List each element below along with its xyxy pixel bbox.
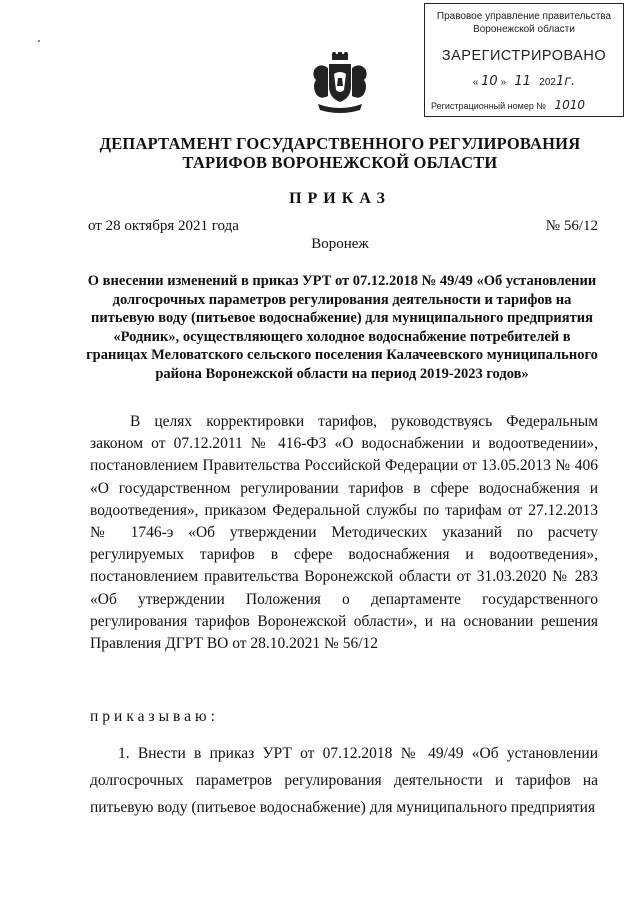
stamp-status: ЗАРЕГИСТРИРОВАНО: [441, 48, 607, 64]
document-type: ПРИКАЗ: [289, 190, 391, 207]
order-number: № 56/12: [545, 218, 598, 234]
registration-stamp: [424, 3, 624, 117]
stamp-reg-value: 1010: [554, 98, 586, 112]
order-title: О внесении изменений в приказ УРТ от 07.12.2018 № 49/49 «Об установлении долгосрочных параметров регулирования деятельности и тарифов на питьевую воду (питьевое водоснабжение) для муниципального предприятия «Родник», осуществляющего холодное водоснабжение потребителей в границах Меловатского сельского поселения Калачеевского муниципального района Воронежской области на период 2019-2023 годов»: [86, 273, 598, 382]
stamp-reg-number: [431, 98, 585, 112]
stamp-date-year-suffix: 1г.: [555, 74, 576, 89]
order-verb: приказываю:: [90, 708, 219, 725]
department-name-line1: ДЕПАРТАМЕНТ ГОСУДАРСТВЕННОГО РЕГУЛИРОВАНИЯ: [99, 134, 581, 153]
stamp-reg-label: Регистрационный номер №: [431, 101, 547, 111]
coat-of-arms-icon: [310, 52, 370, 118]
order-date: от 28 октября 2021 года: [88, 218, 239, 234]
stamp-date-open: «: [472, 77, 479, 88]
scan-mark: [38, 40, 40, 42]
preamble: [90, 411, 598, 655]
order-item-1: 1. Внести в приказ УРТ от 07.12.2018 № 49/49 «Об установлении долгосрочных параметров регулирования деятельности и тарифов на питьевую воду (питьевое водоснабжение) для муниципального предприятия: [90, 745, 598, 816]
order-city: Воронеж: [311, 236, 369, 252]
stamp-authority: [425, 10, 623, 36]
stamp-date-month: 11: [514, 74, 531, 89]
stamp-date: [425, 74, 623, 89]
stamp-authority-line1: Правовое управление правительства: [436, 11, 612, 22]
department-name: [60, 134, 620, 172]
preamble-text: В целях корректировки тарифов, руководствуясь Федеральным законом от 07.12.2011 № 416-ФЗ «О водоснабжении и водоотведении», постановлением Правительства Российской Федерации от 13.05.2013 № 406 «О государственном регулировании тарифов в сфере водоснабжения и водоотведения», приказом Федеральной службы по тарифам от 27.12.2013 № 1746-э «Об утверждении Методических указаний по расчету регулируемых тарифов в сфере водоснабжения и водоотведения», постановлением правительства Воронежской области от 31.03.2020 № 283 «Об утверждении Положения о департаменте государственного регулирования тарифов Воронежской области», и на основании решения Правления ДГРТ ВО от 28.10.2021 № 56/12: [90, 413, 598, 653]
stamp-date-day: 10: [481, 74, 498, 89]
stamp-authority-line2: Воронежской области: [473, 24, 575, 35]
department-name-line2: ТАРИФОВ ВОРОНЕЖСКОЙ ОБЛАСТИ: [182, 153, 498, 172]
stamp-date-year-prefix: 202: [539, 77, 556, 88]
stamp-date-close: »: [500, 77, 507, 88]
